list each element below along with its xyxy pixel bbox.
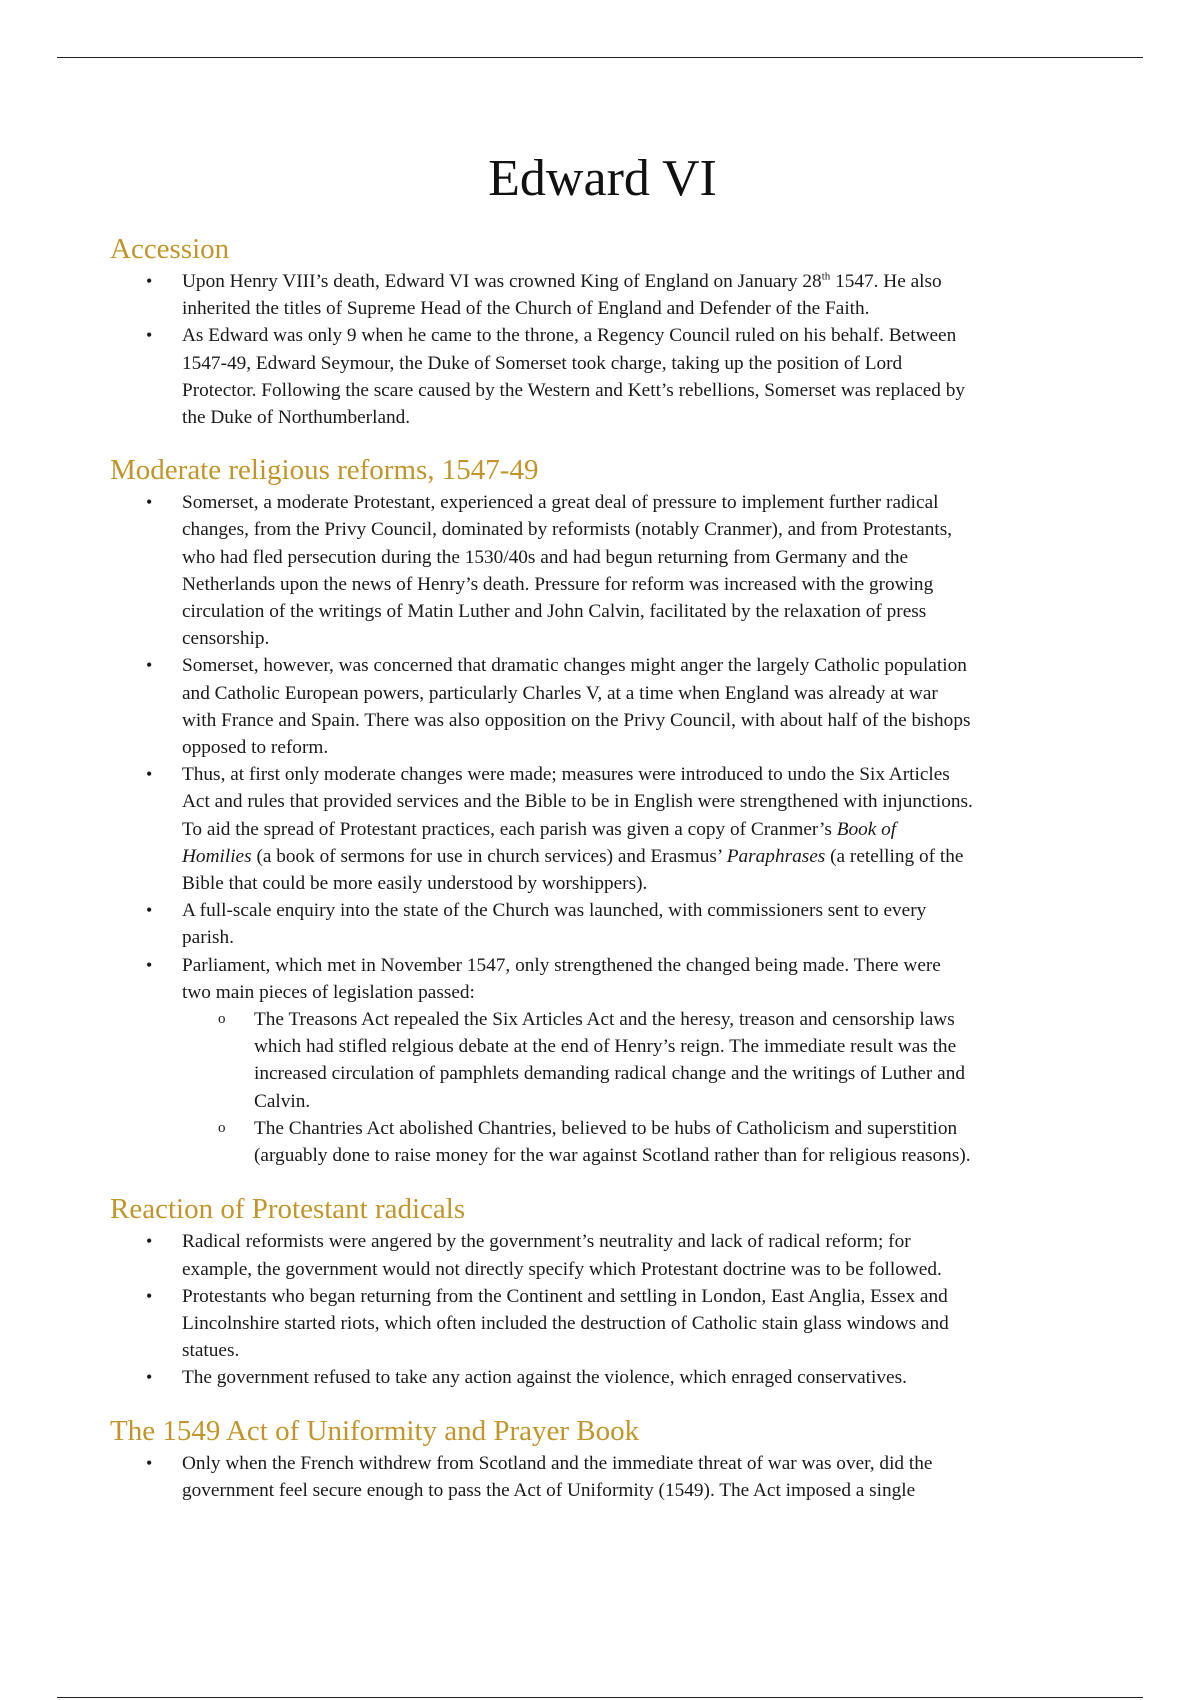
sub-bullet-list — [110, 1006, 1095, 1169]
list-item: • Somerset, however, was concerned that dramatic changes might anger the largely Catholic population and Catholic European powers, particularly Charles V, at a time when England was already at war with France and Spain. There was also opposition on the Privy Council, with about half of the bishops opposed to reform. — [110, 652, 1095, 761]
section-heading: The 1549 Act of Uniformity and Prayer Book — [110, 1414, 640, 1447]
list-item: • Parliament, which met in November 1547, only strengthened the changed being made. There were two main pieces of legislation passed: o The Treasons Act repealed the Six Articles Act and the heresy, treason and censorship laws which had stifled relgious debate at the end of Henry’s reign. The immediate result was the increased circulation of pamphlets demanding radical change and the writings of Luther and Calvin. o The Chantries Act abolished Chantries, believed to be hubs of Catholicism and superstition (arguably done to raise money for the war against Scotland rather than for religious reasons). — [110, 952, 1095, 1170]
list-item: • Protestants who began returning from the Continent and settling in London, East Anglia, Essex and Lincolnshire started riots, which often included the destruction of Catholic stain glass windows and statues. — [110, 1283, 1095, 1365]
section-heading: Reaction of Protestant radicals — [110, 1193, 466, 1226]
bullet-icon: • — [146, 271, 153, 291]
section-moderate-reforms — [110, 453, 1095, 1169]
bullet-icon: • — [146, 1367, 153, 1388]
list-item: • Thus, at first only moderate changes were made; measures were introduced to undo the Six Articles Act and rules that provided services and the Bible to be in English were strengthened with injunctions. To aid the spread of Protestant practices, each parish was given a copy of Cranmer’s Book of Homilies (a book of sermons for use in church services) and Erasmus’ Paraphrases (a retelling of the Bible that could be more easily understood by worshippers). — [110, 761, 1095, 897]
sub-list-item: o The Treasons Act repealed the Six Articles Act and the heresy, treason and censorship laws which had stifled relgious debate at the end of Henry’s reign. The immediate result was the increased circulation of pamphlets demanding radical change and the writings of Luther and Calvin. — [110, 1006, 1095, 1115]
circle-bullet-icon: o — [218, 1011, 226, 1028]
list-item: • As Edward was only 9 when he came to the throne, a Regency Council ruled on his behalf. Between 1547-49, Edward Seymour, the Duke of Somerset took charge, taking up the position of Lord Protector. Following the scare caused by the Western and Kett’s rebellions, Somerset was replaced by the Duke of Northumberland. — [110, 322, 1095, 431]
bullet-icon: • — [146, 492, 153, 513]
bottom-rule — [57, 1697, 1143, 1698]
bullet-list — [110, 1450, 1095, 1504]
bullet-icon: • — [146, 1231, 153, 1252]
list-item: • Radical reformists were angered by the government’s neutrality and lack of radical reform; for example, the government would not directly specify which Protestant doctrine was to be followed. — [110, 1228, 1095, 1282]
list-item: • Only when the French withdrew from Scotland and the immediate threat of war was over, did the government feel secure enough to pass the Act of Uniformity (1549). The Act imposed a single — [110, 1450, 1095, 1504]
document-title: Edward VI — [488, 150, 717, 207]
document-body — [110, 148, 1095, 1504]
bullet-icon: • — [146, 655, 153, 676]
top-rule — [57, 57, 1143, 58]
list-item: • The government refused to take any action against the violence, which enraged conservatives. — [110, 1364, 1095, 1391]
section-heading: Accession — [110, 233, 230, 265]
bullet-list — [110, 268, 1095, 431]
list-item: • A full-scale enquiry into the state of the Church was launched, with commissioners sent to every parish. — [110, 897, 1095, 951]
bullet-icon: • — [146, 325, 153, 346]
list-item: • Somerset, a moderate Protestant, experienced a great deal of pressure to implement further radical changes, from the Privy Council, dominated by reformists (notably Cranmer), and from Protestants, who had fled persecution during the 1530/40s and had begun returning from Germany and the Netherlands upon the news of Henry’s death. Pressure for reform was increased with the growing circulation of the writings of Matin Luther and John Calvin, facilitated by the relaxation of press censorship. — [110, 489, 1095, 652]
bullet-icon: • — [146, 900, 153, 921]
sub-list-item: o The Chantries Act abolished Chantries, believed to be hubs of Catholicism and superstition (arguably done to raise money for the war against Scotland rather than for religious reasons). — [110, 1115, 1095, 1169]
bullet-icon: • — [146, 764, 153, 785]
circle-bullet-icon: o — [218, 1119, 226, 1136]
section-act-of-uniformity — [110, 1414, 1095, 1504]
bullet-icon: • — [146, 1452, 153, 1473]
bullet-icon: • — [146, 1285, 153, 1306]
section-heading: Moderate religious reforms, 1547-49 — [110, 454, 539, 487]
bullet-list — [110, 489, 1095, 1169]
bullet-list — [110, 1228, 1095, 1391]
bullet-icon: • — [146, 954, 153, 975]
section-protestant-radicals — [110, 1192, 1095, 1391]
section-accession — [110, 232, 1095, 431]
list-item: • Upon Henry VIII’s death, Edward VI was crowned King of England on January 28th 1547. He also inherited the titles of Supreme Head of the Church of England and Defender of the Faith. — [110, 268, 1095, 322]
